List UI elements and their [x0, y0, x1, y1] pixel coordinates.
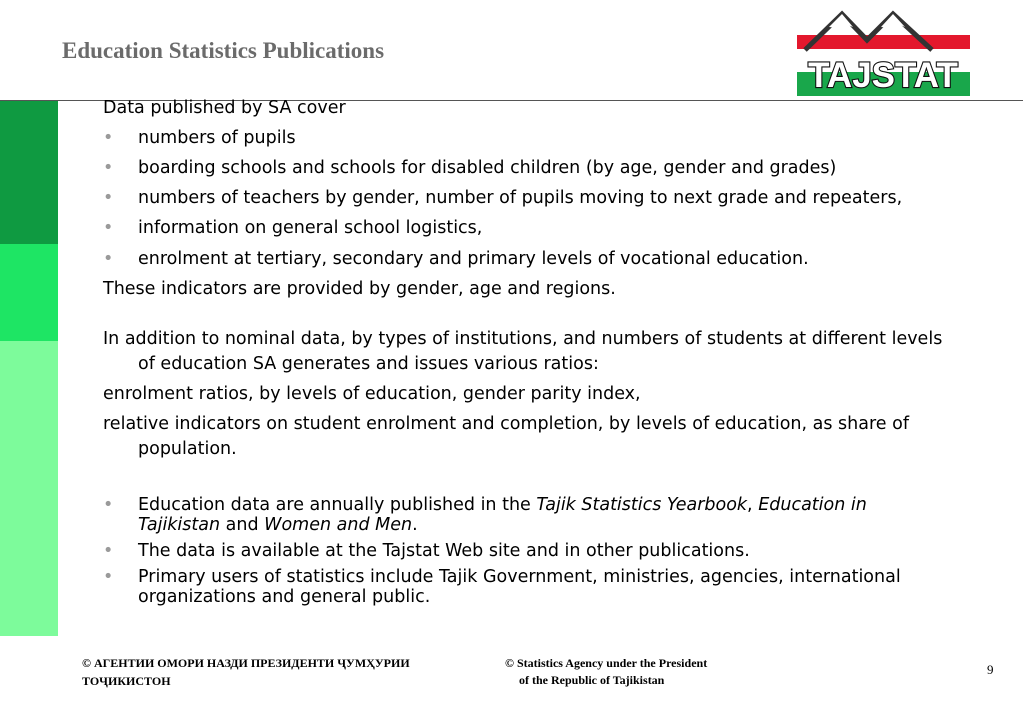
page-number: 9: [987, 662, 994, 677]
bullet-icon: •: [103, 128, 114, 148]
bullet-icon: •: [103, 188, 114, 208]
side-stripe-mid: [0, 244, 58, 341]
list-item: • information on general school logistics,: [103, 218, 483, 238]
list-item: • enrolment at tertiary, secondary and primary levels of vocational education.: [103, 249, 809, 269]
paragraph: In addition to nominal data, by types of institutions, and numbers of students at different levels: [103, 329, 943, 349]
side-stripe-light: [0, 341, 58, 636]
list-item: • Primary users of statistics include Tajik Government, ministries, agencies, international organizations and general public.: [103, 567, 901, 607]
bullet-icon: •: [103, 158, 114, 178]
publication-title: Tajikistan: [138, 515, 221, 535]
list-item: • boarding schools and schools for disabled children (by age, gender and grades): [103, 158, 837, 178]
footer-copyright-english: © Statistics Agency under the President of the Republic of Tajikistan: [505, 656, 708, 687]
publication-title: Women and Men: [264, 515, 413, 535]
intro-text: Data published by SA cover: [103, 98, 346, 118]
list-item: • numbers of teachers by gender, number of pupils moving to next grade and repeaters,: [103, 188, 903, 208]
page-title: Education Statistics Publications: [62, 38, 385, 63]
paragraph: relative indicators on student enrolment and completion, by levels of education, as share of: [103, 414, 909, 434]
bullet-icon: •: [103, 541, 114, 561]
paragraph: enrolment ratios, by levels of education, gender parity index,: [103, 384, 641, 404]
list-item: • Education data are annually published in the Tajik Statistics Yearbook, Education in Tajikistan and Women and Men.: [103, 495, 867, 535]
paragraph: These indicators are provided by gender, age and regions.: [103, 279, 616, 299]
bullet-icon: •: [103, 567, 114, 587]
side-stripe-dark: [0, 101, 58, 244]
list-item: • The data is available at the Tajstat Web site and in other publications.: [103, 541, 750, 561]
paragraph-continuation: population.: [138, 439, 237, 459]
bullet-icon: •: [103, 495, 114, 515]
list-item: • numbers of pupils: [103, 128, 296, 148]
paragraph-continuation: of education SA generates and issues various ratios:: [138, 354, 599, 374]
bullet-icon: •: [103, 218, 114, 238]
publication-title: Tajik Statistics Yearbook: [536, 495, 748, 515]
bullet-icon: •: [103, 249, 114, 269]
tajstat-logo: [795, 10, 972, 98]
logo-text: TAJSTAT: [808, 56, 958, 95]
publication-title: Education in: [758, 495, 867, 515]
footer-copyright-tajik: © АГЕНТИИ ОМОРИ НАЗДИ ПРЕЗИДЕНТИ ҶУМҲУРИИ ТОҶИКИСТОН: [82, 656, 410, 688]
